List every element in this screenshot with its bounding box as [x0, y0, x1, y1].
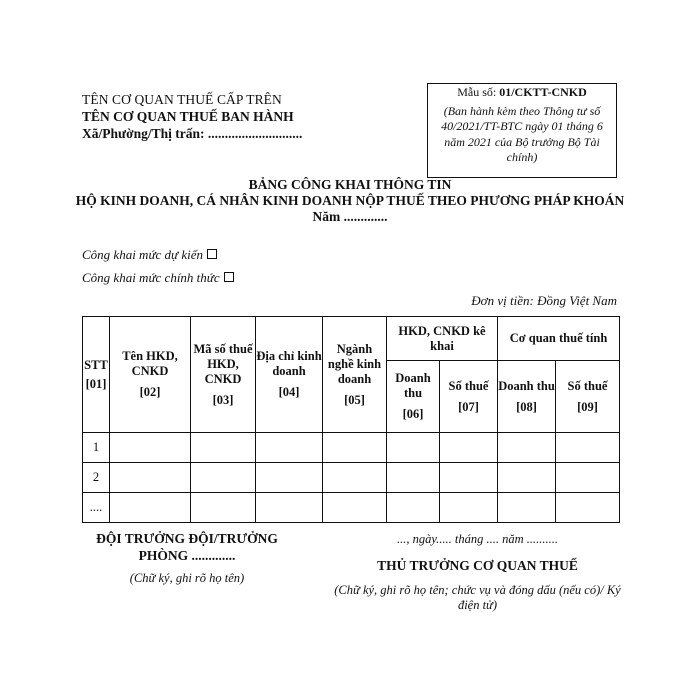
expected-checkbox[interactable]	[207, 249, 217, 259]
table-cell[interactable]	[323, 493, 387, 523]
table-row	[83, 433, 620, 463]
table-cell[interactable]	[440, 493, 498, 523]
option-expected-label: Công khai mức dự kiến	[82, 247, 204, 262]
col-name-label: Tên HKD, CNKD	[122, 349, 178, 378]
table-cell[interactable]	[556, 493, 620, 523]
col-industry	[323, 317, 387, 433]
team-leader-title: ĐỘI TRƯỞNG ĐỘI/TRƯỞNG PHÒNG .............	[96, 531, 278, 563]
title-line-1: BẢNG CÔNG KHAI THÔNG TIN	[248, 177, 452, 192]
col-authority-revenue-label: Doanh thu	[498, 378, 555, 393]
table-cell[interactable]	[556, 433, 620, 463]
col-address-label: Địa chỉ kinh doanh	[256, 349, 322, 378]
table-cell[interactable]	[440, 463, 498, 493]
table-cell[interactable]	[323, 463, 387, 493]
col-tax-id	[191, 317, 256, 433]
currency-unit: Đơn vị tiền: Đồng Việt Nam	[471, 293, 617, 308]
table-cell[interactable]	[556, 463, 620, 493]
table-cell[interactable]	[498, 433, 556, 463]
option-expected	[82, 247, 217, 263]
group-declared: HKD, CNKD kê khai	[387, 317, 498, 361]
col-industry-code: [05]	[344, 392, 365, 407]
col-industry-label: Ngành nghề kinh doanh	[327, 341, 382, 386]
option-official	[82, 270, 234, 286]
table-cell[interactable]	[256, 463, 323, 493]
col-name-code: [02]	[139, 385, 161, 399]
table-row	[83, 493, 620, 523]
col-authority-revenue	[498, 361, 556, 433]
table-cell[interactable]	[191, 493, 256, 523]
col-address-code: [04]	[278, 385, 300, 399]
col-declared-tax-code: [07]	[458, 399, 479, 414]
table-cell[interactable]	[191, 463, 256, 493]
form-label: Mẫu số:	[457, 85, 500, 99]
table-cell[interactable]	[256, 433, 323, 463]
table-row	[83, 463, 620, 493]
official-checkbox[interactable]	[224, 272, 234, 282]
signature-left-hint: (Chữ ký, ghi rõ họ tên)	[129, 571, 245, 585]
col-authority-revenue-code: [08]	[516, 399, 537, 414]
signature-right-hint: (Chữ ký, ghi rõ họ tên; chức vụ và đóng dấu (nếu có)/ Ký điện tử)	[334, 583, 621, 612]
table-cell[interactable]	[110, 463, 191, 493]
col-declared-tax-label: Số thuế	[448, 378, 489, 393]
table-cell[interactable]	[387, 433, 440, 463]
col-authority-tax	[556, 361, 620, 433]
col-declared-revenue-code: [06]	[402, 407, 424, 421]
disclosure-table	[82, 316, 620, 523]
table-cell[interactable]	[110, 493, 191, 523]
col-stt	[83, 317, 110, 433]
row-number: 2	[83, 463, 110, 493]
agency-upper: TÊN CƠ QUAN THUẾ CẤP TRÊN	[82, 92, 282, 107]
form-number-box	[427, 83, 617, 178]
commune-field: Xã/Phường/Thị trấn: ............................	[82, 126, 303, 141]
table-cell[interactable]	[256, 493, 323, 523]
table-cell[interactable]	[387, 493, 440, 523]
col-authority-tax-code: [09]	[577, 399, 598, 414]
signature-right	[325, 532, 630, 613]
agency-issuer: TÊN CƠ QUAN THUẾ BAN HÀNH	[82, 109, 294, 124]
col-tax-id-code: [03]	[212, 392, 234, 407]
agency-header	[82, 91, 302, 142]
header-row-1	[83, 317, 620, 361]
table-cell[interactable]	[191, 433, 256, 463]
head-of-agency-title: THỦ TRƯỞNG CƠ QUAN THUẾ	[377, 558, 578, 573]
document-title	[60, 177, 640, 225]
form-code: 01/CKTT-CNKD	[499, 85, 587, 99]
option-official-label: Công khai mức chính thức	[82, 270, 220, 285]
title-line-2: HỘ KINH DOANH, CÁ NHÂN KINH DOANH NỘP THUẾ THEO PHƯƠNG PHÁP KHOÁN	[75, 193, 625, 208]
table-cell[interactable]	[387, 463, 440, 493]
col-stt-code: [01]	[85, 376, 107, 391]
col-declared-tax	[440, 361, 498, 433]
row-number: ....	[83, 493, 110, 523]
col-name	[110, 317, 191, 433]
col-stt-label: STT	[84, 357, 108, 372]
col-declared-revenue	[387, 361, 440, 433]
table-cell[interactable]	[498, 493, 556, 523]
table-cell[interactable]	[498, 463, 556, 493]
form-issuance-note: (Ban hành kèm theo Thông tư số 40/2021/TT-BTC ngày 01 tháng 6 năm 2021 của Bộ trưởng Bộ Tài chính)	[441, 103, 603, 164]
col-tax-id-label: Mã số thuế HKD, CNKD	[193, 341, 253, 386]
group-authority: Cơ quan thuế tính	[498, 317, 620, 361]
col-declared-revenue-label: Doanh thu	[395, 371, 431, 400]
signature-left	[82, 530, 292, 586]
table-cell[interactable]	[323, 433, 387, 463]
table-cell[interactable]	[110, 433, 191, 463]
col-address	[256, 317, 323, 433]
title-year: Năm .............	[312, 209, 388, 224]
table-cell[interactable]	[440, 433, 498, 463]
row-number: 1	[83, 433, 110, 463]
signing-date: ..., ngày..... tháng .... năm ..........	[396, 532, 559, 546]
col-authority-tax-label: Số thuế	[567, 378, 608, 393]
